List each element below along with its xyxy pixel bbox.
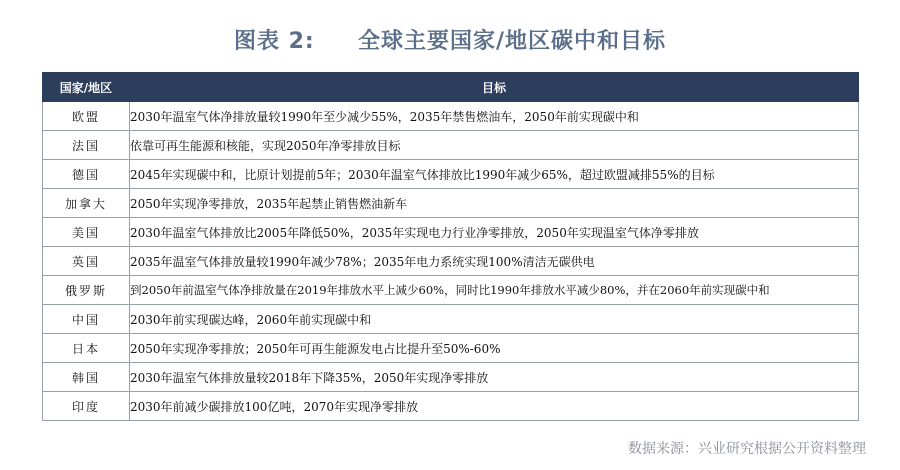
header-country: 国家/地区 [43,73,130,102]
header-target: 目标 [130,73,859,102]
country-cell: 俄罗斯 [43,276,130,305]
table-row [43,160,859,189]
target-cell: 2030年温室气体排放比2005年降低50%，2035年实现电力行业净零排放，2050年实现温室气体净零排放 [130,218,859,247]
table-row [43,102,859,131]
target-cell: 到2050年前温室气体净排放量在2019年排放水平上减少60%，同时比1990年排放水平减少80%，并在2060年前实现碳中和 [130,276,859,305]
table-row [43,131,859,160]
source-note: 数据来源：兴业研究根据公开资料整理 [628,441,866,457]
table-row [43,189,859,218]
table-row [43,276,859,305]
table-header-row [43,73,859,102]
target-cell: 2030年温室气体净排放量较1990年至少减少55%，2035年禁售燃油车，2050年前实现碳中和 [130,102,859,131]
target-cell: 2030年前减少碳排放100亿吨，2070年实现净零排放 [130,392,859,421]
country-cell: 英国 [43,247,130,276]
country-cell: 印度 [43,392,130,421]
table-row [43,363,859,392]
table-row [43,305,859,334]
country-cell: 德国 [43,160,130,189]
country-cell: 加拿大 [43,189,130,218]
target-cell: 2050年实现净零排放；2050年可再生能源发电占比提升至50%-60% [130,334,859,363]
country-cell: 中国 [43,305,130,334]
target-cell: 2030年温室气体排放量较2018年下降35%，2050年实现净零排放 [130,363,859,392]
country-cell: 法国 [43,131,130,160]
table-row [43,334,859,363]
country-cell: 韩国 [43,363,130,392]
chart-title: 图表 2: 全球主要国家/地区碳中和目标 [233,29,667,54]
target-cell: 2030年前实现碳达峰，2060年前实现碳中和 [130,305,859,334]
table-row [43,392,859,421]
carbon-neutral-targets-table [42,72,859,421]
country-cell: 日本 [43,334,130,363]
country-cell: 欧盟 [43,102,130,131]
table-row [43,247,859,276]
target-cell: 2035年温室气体排放量较1990年减少78%；2035年电力系统实现100%清洁无碳供电 [130,247,859,276]
target-cell: 2050年实现净零排放，2035年起禁止销售燃油新车 [130,189,859,218]
target-cell: 依靠可再生能源和核能，实现2050年净零排放目标 [130,131,859,160]
table-row [43,218,859,247]
target-cell: 2045年实现碳中和，比原计划提前5年；2030年温室气体排放比1990年减少65%，超过欧盟减排55%的目标 [130,160,859,189]
country-cell: 美国 [43,218,130,247]
